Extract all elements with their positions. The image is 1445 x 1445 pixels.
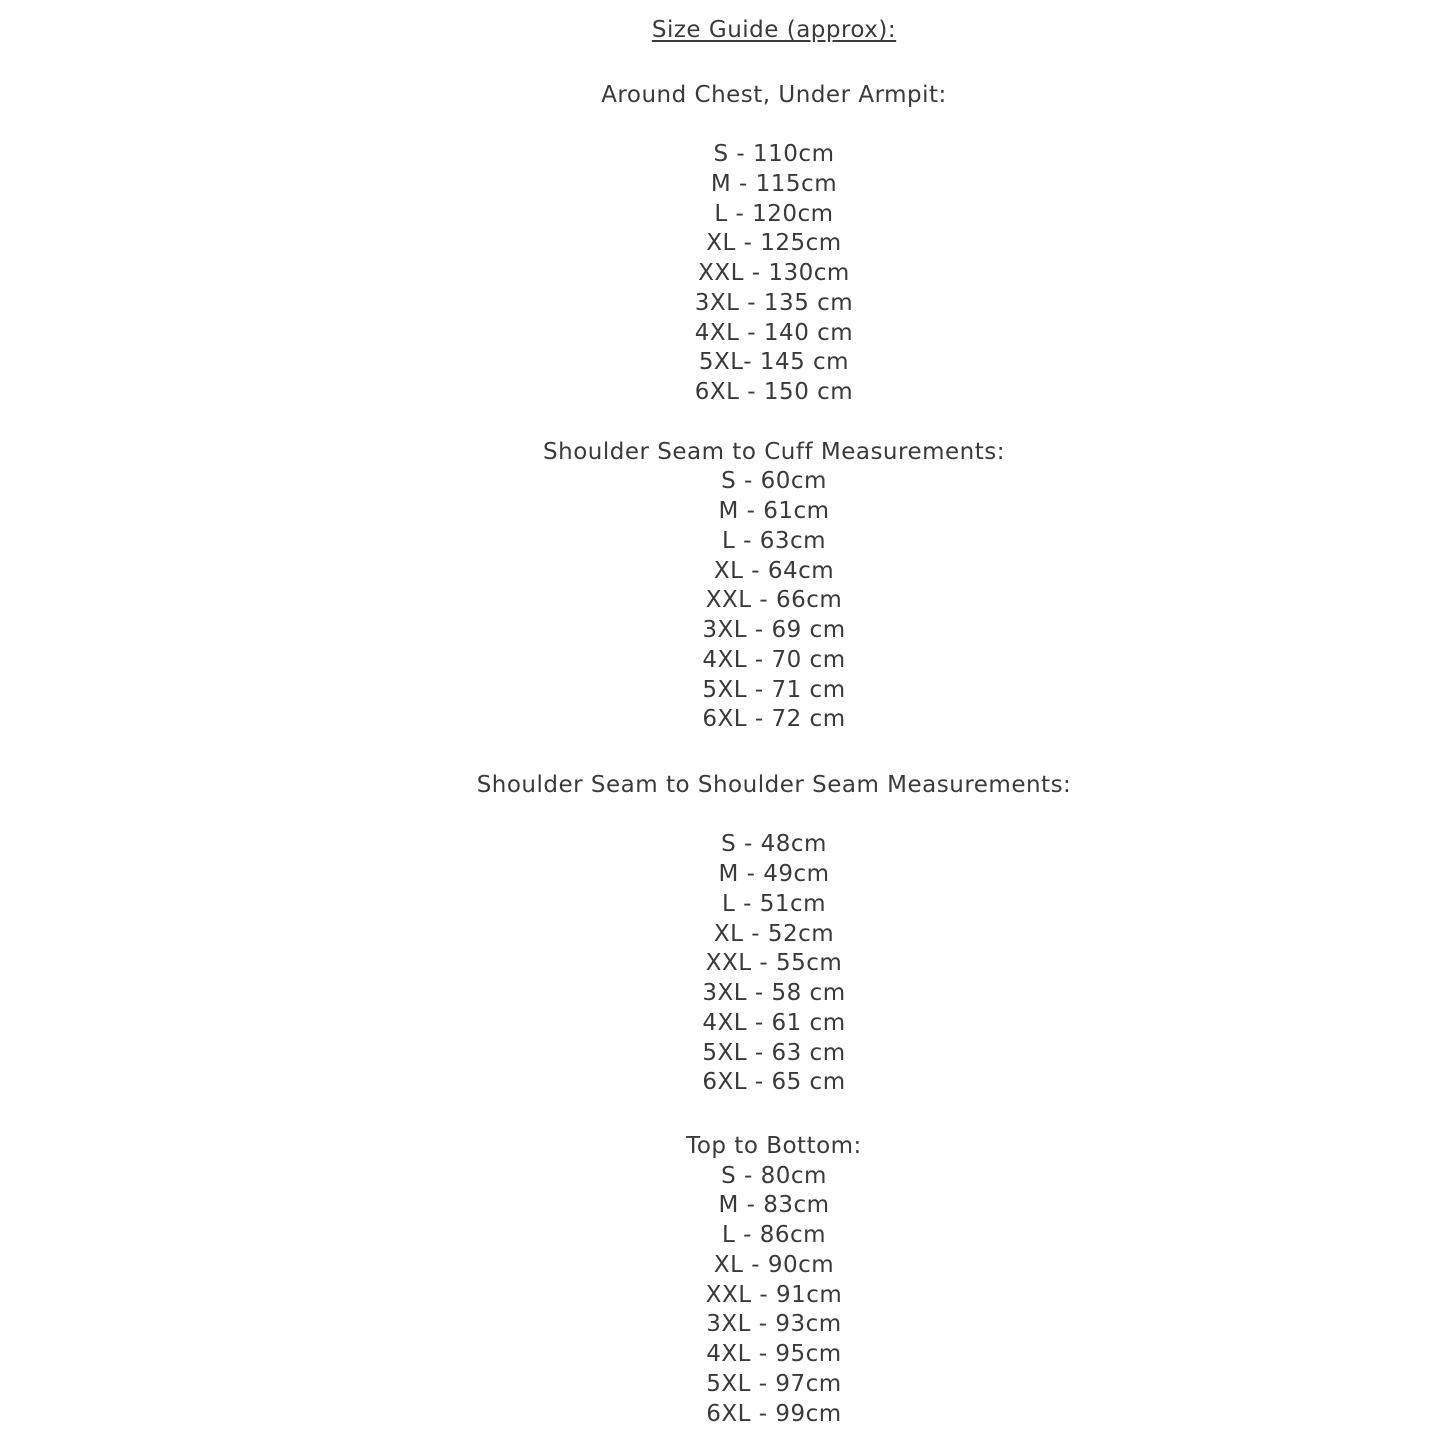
size-row-shoulder-6xl: 6XL - 65 cm: [702, 1069, 846, 1096]
blank-line: [103, 110, 1445, 140]
section-heading-seam-to-seam: Shoulder Seam to Shoulder Seam Measurements:: [476, 771, 1072, 798]
size-row-length-s: S - 80cm: [721, 1162, 827, 1189]
size-row-cuff-xxl: XXL - 66cm: [705, 587, 843, 614]
size-row-chest-6xl: 6XL - 150 cm: [694, 379, 854, 405]
blank-line: [103, 46, 1445, 76]
size-row-shoulder-m: M - 49cm: [718, 861, 830, 887]
size-row-shoulder-3xl: 3XL - 58 cm: [702, 980, 846, 1006]
size-row-length-3xl: 3XL - 93cm: [706, 1311, 842, 1338]
size-row-chest-4xl: 4XL - 140 cm: [694, 319, 854, 346]
blank-line: [103, 801, 1445, 831]
size-row-chest-l: L - 120cm: [714, 200, 834, 227]
size-row-cuff-l: L - 63cm: [721, 527, 827, 554]
blank-line: [103, 1098, 1445, 1128]
size-row-chest-3xl: 3XL - 135 cm: [694, 289, 854, 316]
size-row-chest-xxl: XXL - 130cm: [698, 260, 850, 286]
size-row-length-xxl: XXL - 91cm: [705, 1281, 843, 1308]
section-heading-top-to-bottom: Top to Bottom:: [686, 1132, 862, 1159]
size-row-cuff-3xl: 3XL - 69 cm: [702, 617, 846, 643]
size-row-chest-5xl: 5XL- 145 cm: [698, 349, 850, 376]
size-row-length-4xl: 4XL - 95cm: [706, 1341, 842, 1367]
size-row-cuff-5xl: 5XL - 71 cm: [702, 676, 846, 703]
size-row-shoulder-xl: XL - 52cm: [713, 920, 835, 947]
size-row-length-6xl: 6XL - 99cm: [706, 1400, 842, 1427]
page-title: Size Guide (approx):: [651, 17, 897, 43]
section-heading-seam-to-cuff: Shoulder Seam to Cuff Measurements:: [543, 438, 1005, 465]
size-row-chest-xl: XL - 125cm: [706, 230, 842, 257]
size-row-shoulder-5xl: 5XL - 63 cm: [702, 1039, 846, 1066]
size-row-shoulder-l: L - 51cm: [721, 890, 827, 917]
size-row-length-5xl: 5XL - 97cm: [706, 1370, 842, 1397]
size-row-cuff-s: S - 60cm: [721, 468, 827, 495]
size-row-cuff-4xl: 4XL - 70 cm: [702, 646, 846, 673]
size-row-shoulder-4xl: 4XL - 61 cm: [702, 1009, 846, 1036]
size-row-shoulder-xxl: XXL - 55cm: [705, 950, 843, 977]
blank-line: [103, 408, 1445, 438]
size-row-cuff-xl: XL - 64cm: [713, 557, 835, 584]
size-row-cuff-6xl: 6XL - 72 cm: [702, 706, 846, 733]
size-row-chest-m: M - 115cm: [710, 170, 838, 197]
size-row-chest-s: S - 110cm: [713, 141, 835, 167]
size-row-length-m: M - 83cm: [718, 1192, 830, 1219]
size-row-shoulder-s: S - 48cm: [721, 831, 827, 858]
size-row-length-xl: XL - 90cm: [713, 1251, 835, 1278]
size-row-cuff-m: M - 61cm: [718, 498, 830, 524]
size-row-length-l: L - 86cm: [721, 1222, 827, 1248]
section-heading-around-chest: Around Chest, Under Armpit:: [601, 81, 947, 108]
blank-line: [103, 735, 1445, 765]
